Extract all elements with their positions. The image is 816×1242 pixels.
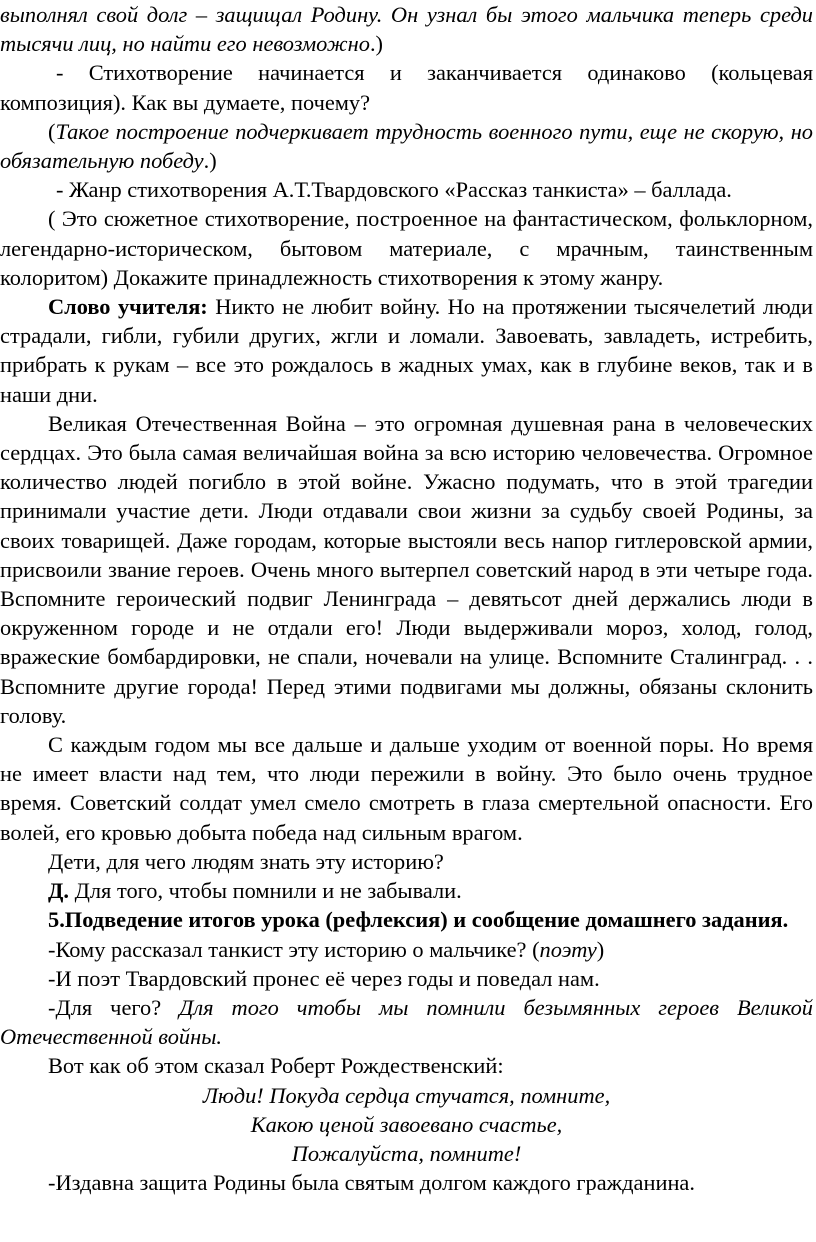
great-patriotic-war-paragraph: Великая Отечественная Война – это огромная душевная рана в человеческих сердцах. Это была самая величайшая война за всю историю человечества. Огромное количество людей погибло в этой войне. Ужасно подумать, что в этой трагедии принимали участие дети. Люди отдавали свои жизни за судьбу своей Родины, за своих товарищей. Даже городам, которые выстояли весь напор гитлеровской армии, присвоили звание героев. Очень много вытерпел советский народ в эти четыре года. Вспомните героический подвиг Ленинграда – девятьсот дней держались люди в окруженном городе и не отдали его! Люди выдерживали мороз, холод, голод, вражеские бомбардировки, не спали, ночевали на улице. Вспомните Сталинград. . . Вспомните другие города! Перед этими подвигами мы должны, обязаны склонить голову. (0, 410, 813, 728)
section-heading-reflection: 5.Подведение итогов урока (рефлексия) и сообщение домашнего задания. (48, 907, 789, 933)
italic-answer: выполнял свой долг – защищал Родину. Он узнал бы этого мальчика теперь среди тысячи лиц, но найти его невозможно (0, 2, 813, 57)
genre-statement: - Жанр стихотворения А.Т.Твардовского «Рассказ танкиста» – баллада. (56, 177, 732, 203)
poem-line: Люди! Покуда сердца стучатся, помните, (202, 1082, 611, 1108)
question-who-told: -Кому рассказал танкист эту историю о мальчике? (поэту) (48, 936, 605, 962)
poem-line: Пожалуйста, помните! (291, 1140, 522, 1166)
question-ring-composition: - Стихотворение начинается и заканчивается одинаково (кольцевая композиция). Как вы думаете, почему? (0, 60, 813, 115)
question-children: Дети, для чего людям знать эту историю? (48, 848, 444, 874)
ballad-definition: ( Это сюжетное стихотворение, построенное на фантастическом, фольклорном, легендарно-историческом, бытовом материале, с мрачным, таинственным колоритом) Докажите принадлежность стихотворения к этому жанру. (0, 206, 813, 290)
children-answer: Д. Для того, чтобы помнили и не забывали. (48, 878, 462, 904)
paragraph-continuation: выполнял свой долг – защищал Родину. Он узнал бы этого мальчика теперь среди тысячи лиц, но найти его невозможно.) (0, 2, 813, 57)
closing-statement: -Издавна защита Родины была святым долгом каждого гражданина. (48, 1170, 695, 1196)
rozhdestvensky-intro: Вот как об этом сказал Роберт Рождественский: (48, 1053, 504, 1079)
teacher-word: Слово учителя: Никто не любит войну. Но на протяжении тысячелетий люди страдали, гибли, губили других, жгли и ломали. Завоевать, завладеть, истребить, прибрать к рукам – все это рождалось в жадных умах, как в глубине веков, так и в наши дни. (0, 294, 813, 407)
poem-quote (0, 1081, 813, 1169)
each-year-paragraph: С каждым годом мы все дальше и дальше уходим от военной поры. Но время не имеет власти над тем, что люди пережили в войну. Это было очень трудное время. Советский солдат умел смело смотреть в глаза смертельной опасности. Его волей, его кровью добыта победа над сильным врагом. (0, 732, 813, 845)
question-why: -Для чего? Для того чтобы мы помнили безымянных героев Великой Отечественной войны. (0, 994, 813, 1050)
poet-carried-story: -И поэт Твардовский пронес её через годы и поведал нам. (48, 965, 600, 991)
answer-ring-composition: (Такое построение подчеркивает трудность военного пути, еще не скорую, но обязательную победу.) (0, 118, 813, 174)
poem-line: Какою ценой завоевано счастье, (250, 1111, 563, 1137)
